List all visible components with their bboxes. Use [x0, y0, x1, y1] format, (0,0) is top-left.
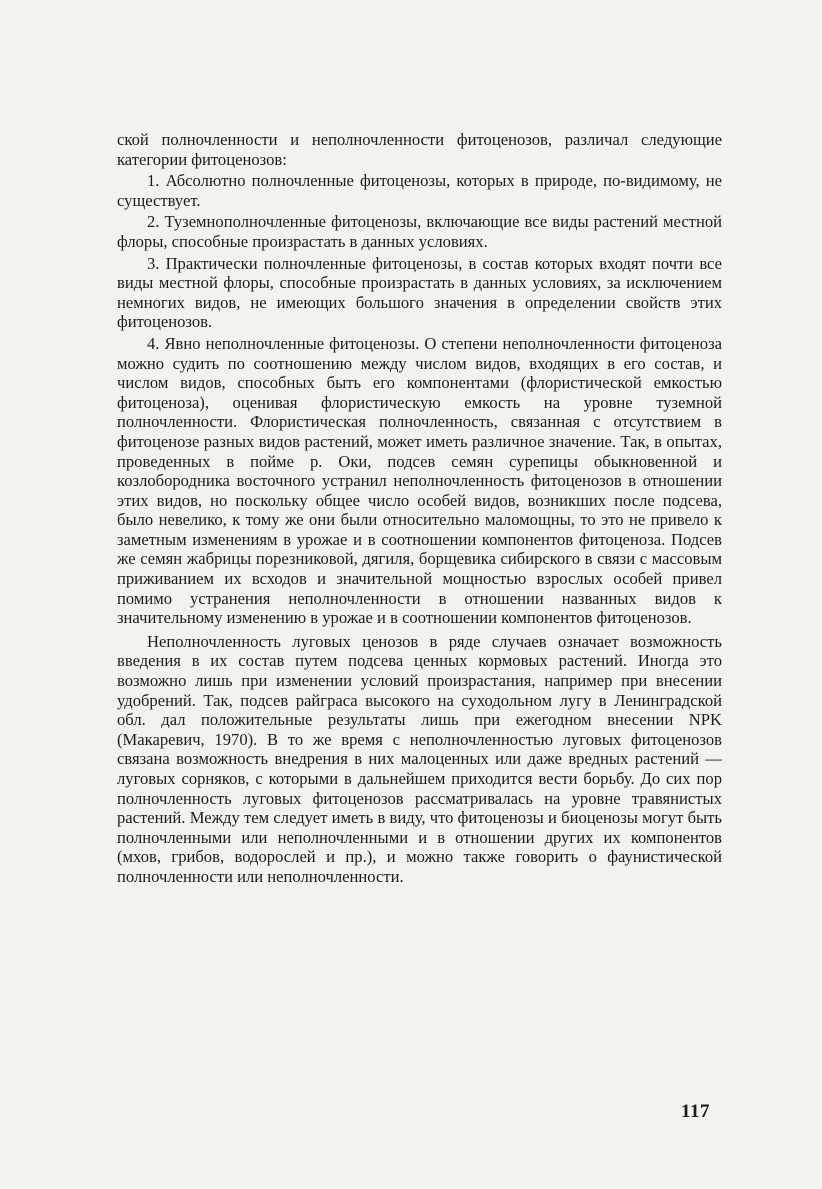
text-column: [117, 130, 722, 887]
page-number: 117: [681, 1101, 710, 1122]
list-item-1: 1. Абсолютно полночленные фитоценозы, которых в природе, по-видимому, не существует.: [117, 171, 722, 210]
paragraph-continuation: ской полночленности и неполночленности фитоценозов, различал следующие категории фитоценозов:: [117, 130, 722, 169]
list-item-4: 4. Явно неполночленные фитоценозы. О степени неполночленности фитоценоза можно судить по соотношению между числом видов, входящих в его состав, и числом видов, способных быть его компонентами (флористической емкостью фитоценоза), оценивая флористическую емкость на уровне туземной полночленности. Флористическая полночленность, связанная с отсутствием в фитоценозе разных видов растений, может иметь различное значение. Так, в опытах, проведенных в пойме р. Оки, подсев семян сурепицы обыкновенной и козлобородника восточного устранил неполночленность фитоценозов в отношении этих видов, но поскольку общее число особей видов, возникших после подсева, было невелико, к тому же они были относительно маломощны, то это не привело к заметным изменениям в урожае и в соотношении компонентов фитоценоза. Подсев же семян жабрицы порезниковой, дягиля, борщевика сибирского в связи с массовым приживанием их всходов и значительной мощностью взрослых особей привел помимо устранения неполночленности в отношении названных видов к значительному изменению в урожае и в соотношении компонентов фитоценозов.: [117, 333, 722, 628]
list-item-3: 3. Практически полночленные фитоценозы, в состав которых входят почти все виды местной флоры, способные произрастать в данных условиях, за исключением немногих видов, не имеющих большого значения в определении свойств этих фитоценозов.: [117, 253, 722, 332]
paragraph-meadow-cenoses: Неполночленность луговых ценозов в ряде случаев означает возможность введения в их состав путем подсева ценных кормовых растений. Иногда это возможно лишь при изменении условий произрастания, например при внесении удобрений. Так, подсев райграса высокого на суходольном лугу в Ленинградской обл. дал положительные результаты лишь при ежегодном внесении NPK (Макаревич, 1970). В то же время с неполночленностью луговых фитоценозов связана возможность внедрения в них малоценных или даже вредных растений — луговых сорняков, с которыми в дальнейшем приходится вести борьбу. До сих пор полночленность луговых фитоценозов рассматривалась на уровне травянистых растений. Между тем следует иметь в виду, что фитоценозы и биоценозы могут быть полночленными или неполночленными и в отношении других их компонентов (мхов, грибов, водорослей и пр.), и можно также говорить о фаунистической полночленности или неполночленности.: [117, 631, 722, 886]
list-item-2: 2. Туземнополночленные фитоценозы, включающие все виды растений местной флоры, способные произрастать в данных условиях.: [117, 212, 722, 251]
